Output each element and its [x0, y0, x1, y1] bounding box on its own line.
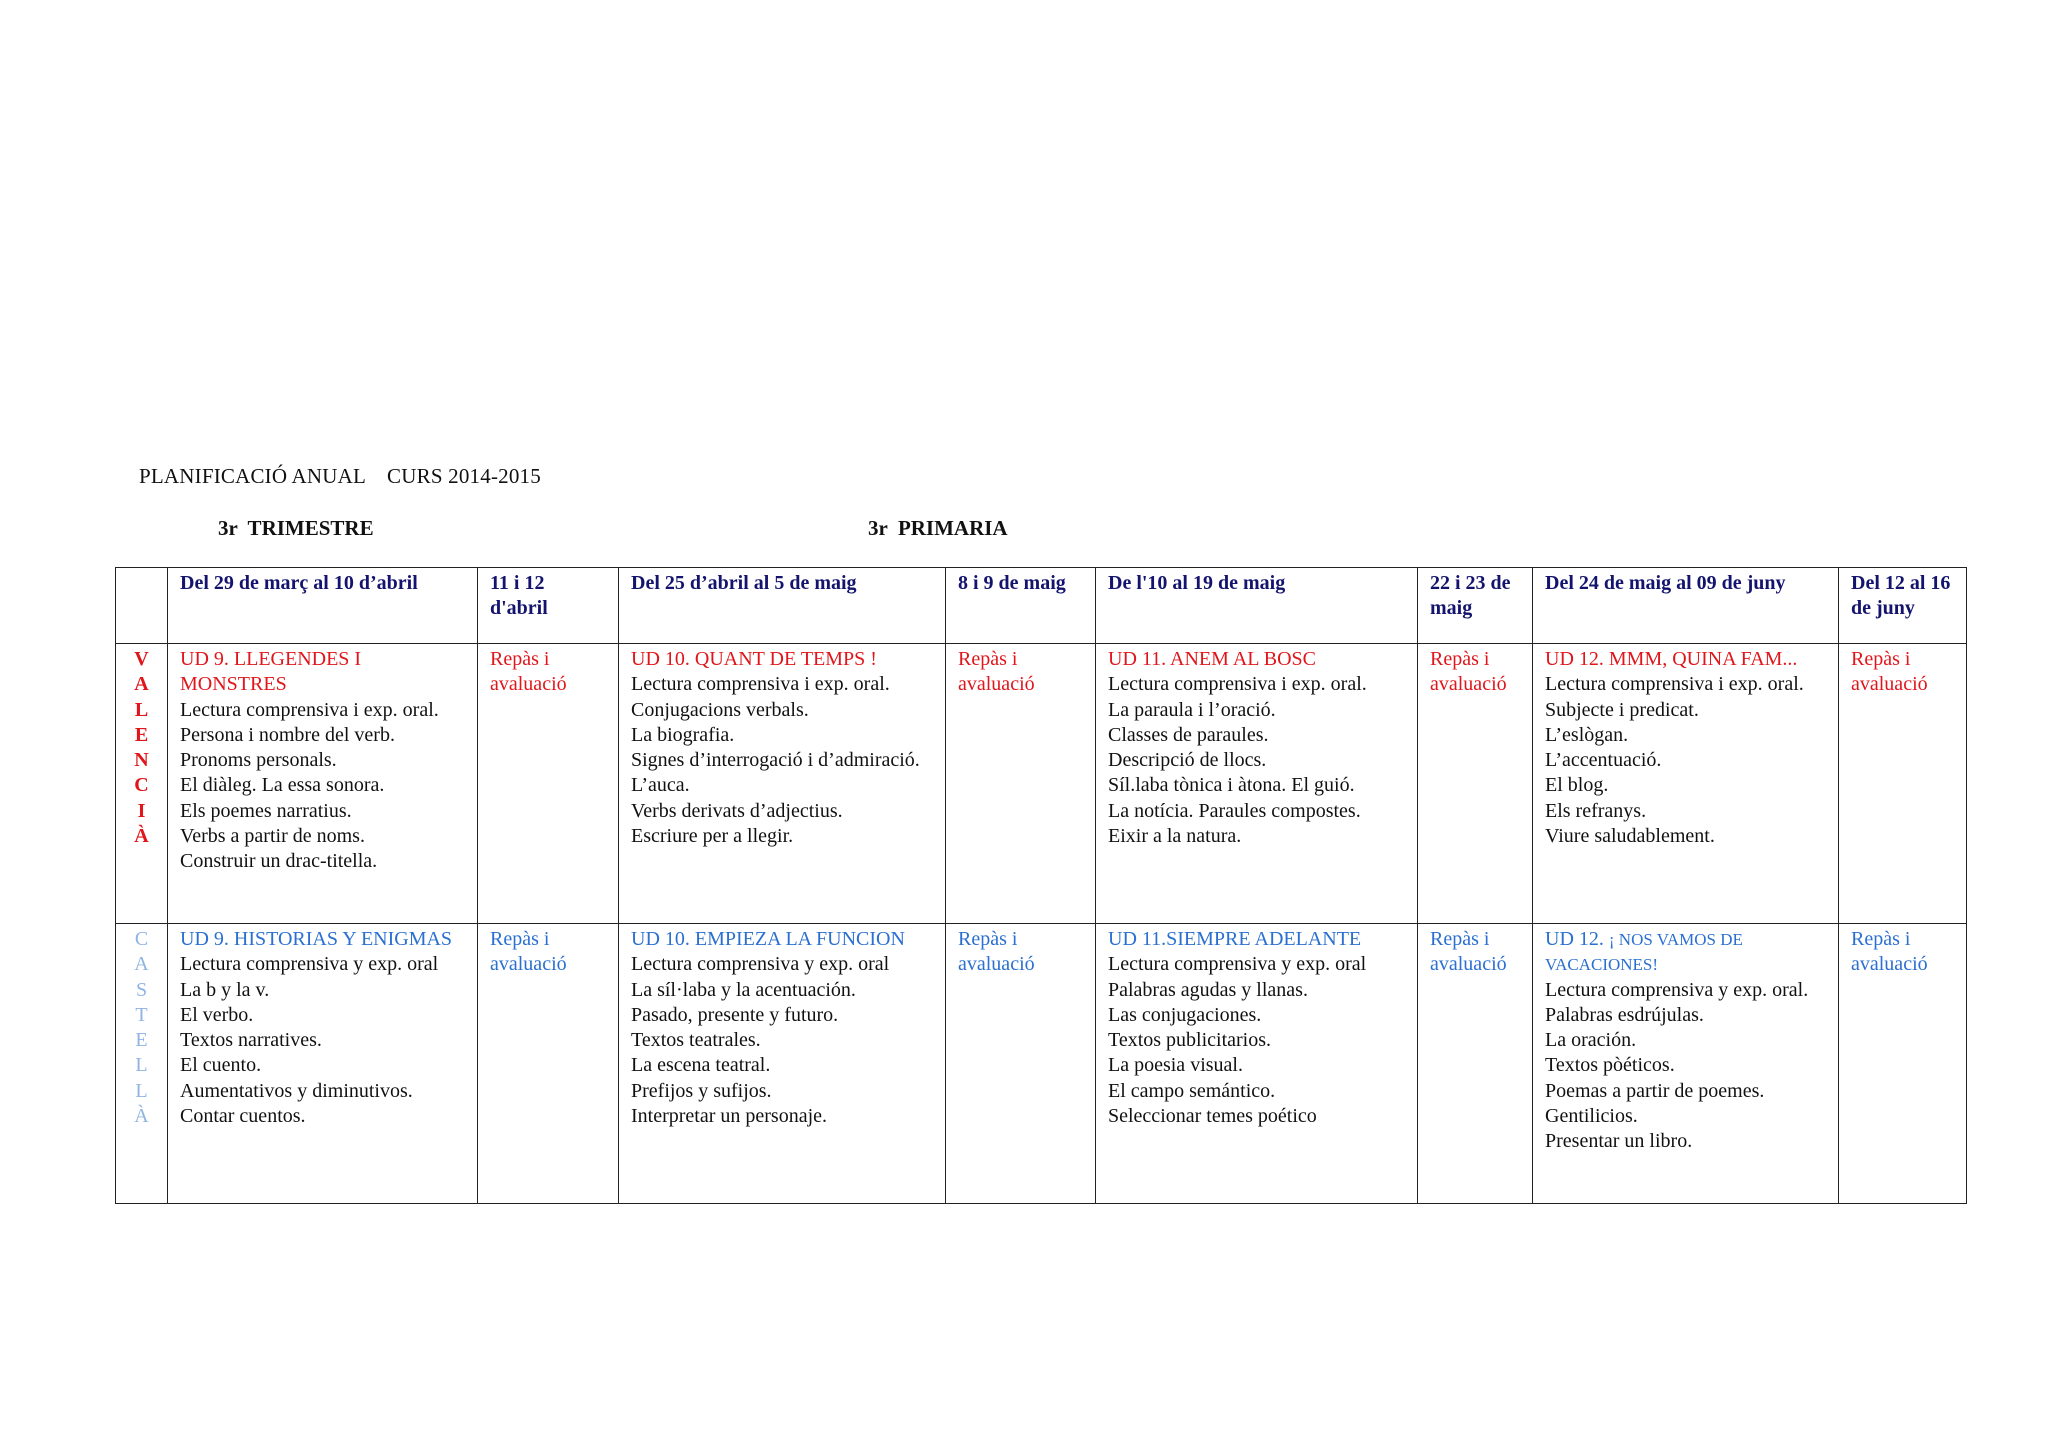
unit-item: Pronoms personals.	[180, 749, 337, 772]
unit-item: Las conjugaciones.	[1108, 1003, 1262, 1026]
unit-title: UD 12. MMM, QUINA FAM...	[1545, 648, 1798, 670]
unit-item: Gentilicios.	[1545, 1105, 1638, 1128]
unit-item: El campo semántico.	[1108, 1079, 1276, 1102]
header-row	[116, 568, 1967, 644]
unit-item: Els poemes narratius.	[180, 799, 352, 822]
castella-row	[116, 924, 1967, 1204]
unit-item: Palabras esdrújulas.	[1545, 1003, 1704, 1026]
header-cell-period-6: 22 i 23 de maig	[1418, 568, 1533, 644]
header-cell-period-8: Del 12 al 16 de juny	[1839, 568, 1967, 644]
unit-item: Lectura comprensiva y exp. oral	[1108, 953, 1367, 976]
subject-castella: C A S T E L L À	[116, 924, 168, 1204]
unit-item: Lectura comprensiva y exp. oral.	[1545, 978, 1809, 1001]
unit-item: L’eslògan.	[1545, 723, 1629, 746]
valencia-ud12-cell	[1533, 644, 1839, 924]
unit-item: Lectura comprensiva y exp. oral	[631, 953, 890, 976]
unit-item: Pasado, presente y futuro.	[631, 1003, 839, 1026]
valencia-row	[116, 644, 1967, 924]
unit-item: El diàleg. La essa sonora.	[180, 774, 385, 797]
unit-title: UD 11. ANEM AL BOSC	[1108, 648, 1316, 670]
unit-item: Síl.laba tònica i àtona. El guió.	[1108, 774, 1355, 797]
castella-review-1: Repàs i avaluació	[478, 924, 619, 1204]
unit-item: Contar cuentos.	[180, 1105, 306, 1128]
unit-title: UD 10. EMPIEZA LA FUNCION	[631, 928, 905, 950]
unit-item: La escena teatral.	[631, 1054, 771, 1077]
unit-item: Construir un drac-titella.	[180, 850, 378, 873]
unit-item: L’auca.	[631, 774, 690, 797]
level-label: 3r PRIMARIA	[868, 516, 1008, 540]
unit-item: El cuento.	[180, 1054, 262, 1077]
castella-review-2: Repàs i avaluació	[946, 924, 1096, 1204]
unit-item: Lectura comprensiva i exp. oral.	[1545, 673, 1804, 696]
castella-ud12-cell	[1533, 924, 1839, 1204]
unit-item: Viure saludablement.	[1545, 825, 1715, 848]
castella-ud10-cell	[619, 924, 946, 1204]
document-title: PLANIFICACIÓ ANUAL CURS 2014-2015	[139, 464, 541, 488]
unit-title: UD 9. LLEGENDES I MONSTRES	[180, 648, 362, 696]
header-cell-period-7: Del 24 de maig al 09 de juny	[1533, 568, 1839, 644]
unit-item: Textos publicitarios.	[1108, 1029, 1272, 1052]
unit-title: UD 12. ¡ NOS VAMOS DE VACACIONES!	[1545, 928, 1743, 975]
unit-item: Aumentativos y diminutivos.	[180, 1079, 413, 1102]
unit-title: UD 11.SIEMPRE ADELANTE	[1108, 928, 1362, 950]
header-cell-period-4: 8 i 9 de maig	[946, 568, 1096, 644]
header-cell-period-1: Del 29 de març al 10 d’abril	[168, 568, 478, 644]
unit-item: La oración.	[1545, 1029, 1637, 1052]
castella-review-3: Repàs i avaluació	[1418, 924, 1533, 1204]
header-cell-empty	[116, 568, 168, 644]
unit-item: Escriure per a llegir.	[631, 825, 794, 848]
valencia-ud11-cell	[1096, 644, 1418, 924]
unit-item: Descripció de llocs.	[1108, 749, 1267, 772]
unit-item: Prefijos y sufijos.	[631, 1079, 772, 1102]
castella-review-4: Repàs i avaluació	[1839, 924, 1967, 1204]
unit-item: Presentar un libro.	[1545, 1130, 1693, 1153]
unit-item: Textos narratives.	[180, 1029, 322, 1052]
unit-item: Seleccionar temes poético	[1108, 1105, 1317, 1128]
unit-item: Lectura comprensiva i exp. oral.	[180, 698, 439, 721]
unit-item: Classes de paraules.	[1108, 723, 1269, 746]
unit-item: Persona i nombre del verb.	[180, 723, 395, 746]
subject-valencia: V A L E N C I À	[116, 644, 168, 924]
unit-item: L’accentuació.	[1545, 749, 1662, 772]
unit-item: La notícia. Paraules compostes.	[1108, 799, 1361, 822]
unit-item: Interpretar un personaje.	[631, 1105, 828, 1128]
unit-item: El blog.	[1545, 774, 1609, 797]
unit-item: La poesia visual.	[1108, 1054, 1243, 1077]
unit-item: Els refranys.	[1545, 799, 1647, 822]
unit-item: Lectura comprensiva y exp. oral	[180, 953, 439, 976]
header-cell-period-5: De l'10 al 19 de maig	[1096, 568, 1418, 644]
unit-item: Verbs derivats d’adjectius.	[631, 799, 843, 822]
valencia-review-2: Repàs i avaluació	[946, 644, 1096, 924]
valencia-review-4: Repàs i avaluació	[1839, 644, 1967, 924]
trimester-label: 3r TRIMESTRE	[218, 516, 374, 540]
castella-ud9-cell	[168, 924, 478, 1204]
valencia-ud9-cell	[168, 644, 478, 924]
unit-item: Palabras agudas y llanas.	[1108, 978, 1308, 1001]
castella-ud11-cell	[1096, 924, 1418, 1204]
planning-table	[115, 567, 1967, 1204]
unit-item: Textos teatrales.	[631, 1029, 761, 1052]
unit-title: UD 9. HISTORIAS Y ENIGMAS	[180, 928, 453, 950]
unit-item: Signes d’interrogació i d’admiració.	[631, 749, 920, 772]
unit-item: Conjugacions verbals.	[631, 698, 809, 721]
unit-item: La b y la v.	[180, 978, 270, 1001]
header-cell-period-3: Del 25 d’abril al 5 de maig	[619, 568, 946, 644]
unit-item: La paraula i l’oració.	[1108, 698, 1276, 721]
unit-item: El verbo.	[180, 1003, 254, 1026]
unit-item: Subjecte i predicat.	[1545, 698, 1699, 721]
valencia-review-1: Repàs i avaluació	[478, 644, 619, 924]
unit-item: Verbs a partir de noms.	[180, 825, 365, 848]
unit-title: UD 10. QUANT DE TEMPS !	[631, 648, 877, 670]
unit-item: La biografia.	[631, 723, 735, 746]
unit-item: La síl·laba y la acentuación.	[631, 978, 856, 1001]
unit-item: Lectura comprensiva i exp. oral.	[1108, 673, 1367, 696]
unit-item: Textos pòéticos.	[1545, 1054, 1675, 1077]
unit-item: Eixir a la natura.	[1108, 825, 1242, 848]
valencia-review-3: Repàs i avaluació	[1418, 644, 1533, 924]
unit-item: Poemas a partir de poemes.	[1545, 1079, 1765, 1102]
header-cell-period-2: 11 i 12 d'abril	[478, 568, 619, 644]
unit-item: Lectura comprensiva i exp. oral.	[631, 673, 890, 696]
valencia-ud10-cell	[619, 644, 946, 924]
